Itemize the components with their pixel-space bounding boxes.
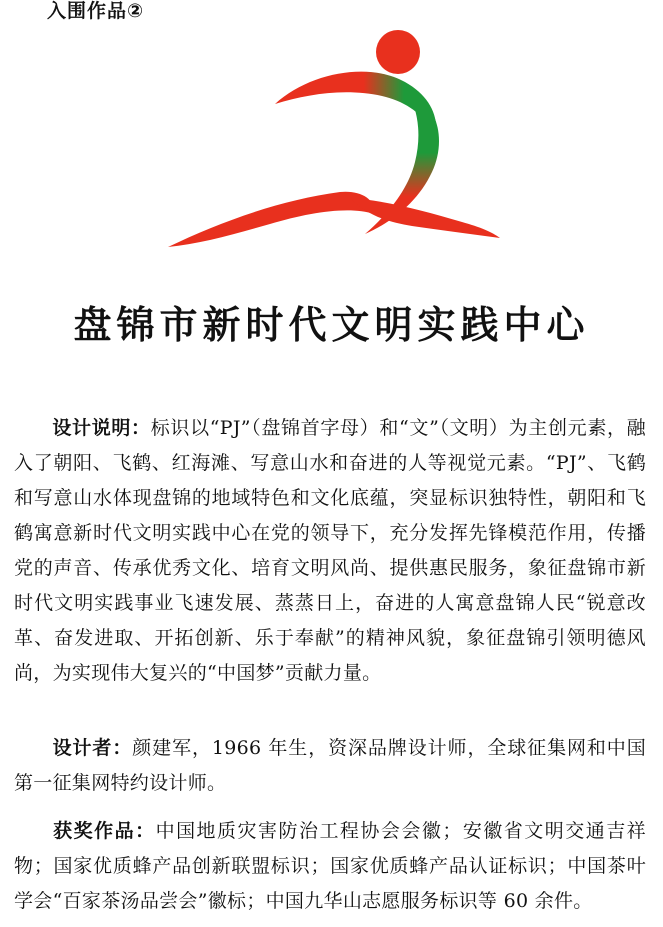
arc-stroke <box>275 72 436 140</box>
page-title: 盘锦市新时代文明实践中心 <box>73 303 590 347</box>
design-note-lead: 设计说明： <box>52 417 151 439</box>
right-stroke <box>350 198 500 238</box>
designer-lead: 设计者： <box>52 737 133 759</box>
awards-lead: 获奖作品： <box>52 820 156 842</box>
design-note-text: 标识以“PJ”（盘锦首字母）和“文”（文明）为主创元素，融入了朝阳、飞鹤、红海滩、写意山水和奋进的人等视觉元素。“PJ”、飞鹤和写意山水体现盘锦的地域特色和文化底蕴，突显标识独特性，朝阳和飞鹤寓意新时代文明实践中心在党的领导下，充分发挥先锋模范作用，传播党的声音、传承优秀文化、培育文明风尚、提供惠民服务，象征盘锦市新时代文明实践事业飞速发展、蒸蒸日上，奋进的人寓意盘锦人民“锐意改革、奋发进取、开拓创新、乐于奉献”的精神风貌，象征盘锦引领明德风尚，为实现伟大复兴的“中国梦”贡献力量。 <box>14 417 646 684</box>
sun-circle <box>376 30 420 74</box>
logo-emblem <box>150 22 510 262</box>
awards-text: 中国地质灾害防治工程协会会徽；安徽省文明交通吉祥物；国家优质蜂产品创新联盟标识；国家优质蜂产品认证标识；中国茶叶学会“百家茶汤品尝会”徽标；中国九华山志愿服务标识等 60 余件。 <box>14 820 646 912</box>
design-note-paragraph <box>14 411 646 691</box>
designer-text: 颜建军，1966 年生，资深品牌设计师，全球征集网和中国第一征集网特约设计师。 <box>14 737 647 794</box>
left-stroke <box>168 192 374 247</box>
entry-label: 入围作品② <box>47 0 145 22</box>
awards-paragraph <box>14 814 646 919</box>
designer-paragraph <box>14 731 646 801</box>
